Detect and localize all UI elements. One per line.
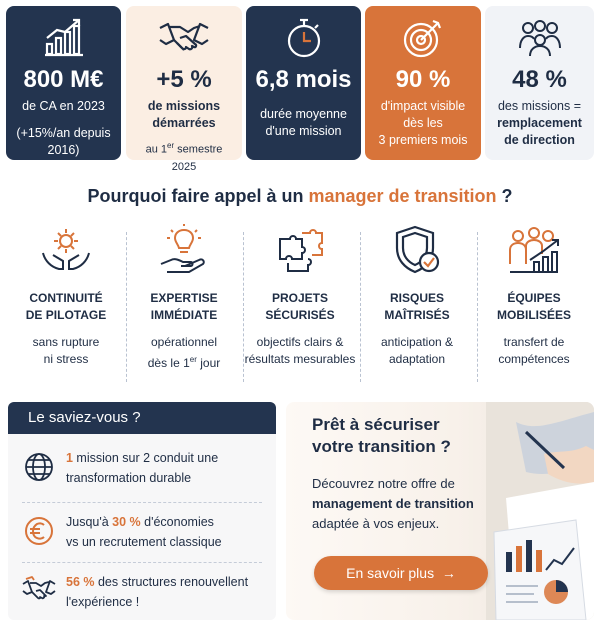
stat-card-revenue bbox=[6, 6, 121, 160]
arrow-right-icon: → bbox=[441, 565, 456, 581]
stat-text bbox=[365, 98, 481, 149]
stat-card-duration bbox=[246, 6, 361, 160]
why-title bbox=[0, 186, 600, 207]
stat-line: 3 premiers mois bbox=[378, 133, 468, 147]
cta-text: Découvrez notre offre de management de transition adaptée à vos enjeux. bbox=[312, 476, 474, 531]
cta-panel bbox=[286, 402, 594, 620]
reason-title: RISQUES MAÎTRISÉS bbox=[384, 291, 450, 322]
stat-value: 90 % bbox=[395, 66, 451, 93]
stat-text bbox=[246, 106, 361, 140]
stat-line: de direction bbox=[504, 133, 575, 147]
euro-icon bbox=[22, 514, 56, 548]
divider bbox=[22, 562, 262, 563]
reason-title: EXPERTISE IMMÉDIATE bbox=[150, 291, 218, 322]
reason-text: anticipation & adaptation bbox=[380, 335, 454, 366]
reason-title: CONTINUITÉ DE PILOTAGE bbox=[25, 291, 107, 322]
title-accent: manager de transition bbox=[308, 186, 497, 206]
title-text: ? bbox=[496, 186, 513, 206]
divider bbox=[22, 502, 262, 503]
stat-text bbox=[126, 98, 242, 176]
stat-value: 800 M€ bbox=[23, 66, 104, 93]
stat-value: 6,8 mois bbox=[255, 66, 352, 93]
fact-text: 1 mission sur 2 conduit une transformation durable bbox=[66, 451, 219, 485]
stat-line: durée moyenne bbox=[260, 107, 347, 121]
fact-text: 56 % des structures renouvellent l'expérience ! bbox=[66, 575, 249, 609]
did-you-know-title: Le saviez-vous ? bbox=[8, 402, 276, 434]
bar-chart-icon bbox=[6, 16, 121, 60]
lightbulb-hand-icon bbox=[126, 222, 242, 278]
fact-item bbox=[16, 506, 268, 562]
stats-row bbox=[6, 6, 594, 173]
reason-teams bbox=[476, 222, 592, 382]
stat-card-missions bbox=[126, 6, 242, 173]
team-growth-icon bbox=[476, 222, 592, 278]
reason-risks bbox=[359, 222, 475, 382]
reason-text: opérationnel dès le 1er jour bbox=[147, 335, 221, 370]
reason-text: sans rupture ni stress bbox=[32, 335, 100, 366]
title-text: Pourquoi faire appel à un bbox=[87, 186, 309, 206]
stat-card-impact bbox=[365, 6, 481, 160]
reason-text: transfert de compétences bbox=[498, 335, 570, 366]
stat-line: d'impact visible bbox=[380, 99, 466, 113]
handshake-icon bbox=[126, 16, 242, 60]
fact-item bbox=[16, 442, 268, 498]
stat-line: remplacement bbox=[497, 116, 582, 130]
handshake-icon bbox=[22, 574, 56, 608]
stat-line: dès les bbox=[403, 116, 443, 130]
fact-item bbox=[16, 566, 268, 622]
learn-more-button[interactable] bbox=[314, 556, 488, 590]
puzzle-icon bbox=[242, 222, 358, 278]
reason-continuity bbox=[8, 222, 124, 382]
button-label: En savoir plus bbox=[346, 565, 435, 581]
stat-line: des missions = bbox=[497, 99, 582, 113]
team-icon bbox=[485, 16, 594, 60]
reasons-row bbox=[8, 222, 592, 382]
reason-title: PROJETS SÉCURISÉS bbox=[265, 291, 335, 322]
shield-check-icon bbox=[359, 222, 475, 278]
stat-text bbox=[485, 98, 594, 149]
stat-value: 48 % bbox=[512, 66, 567, 93]
stopwatch-icon bbox=[246, 16, 361, 60]
stat-line: de missions bbox=[147, 99, 221, 113]
reason-title: ÉQUIPES MOBILISÉES bbox=[496, 291, 571, 322]
stat-card-replacement bbox=[485, 6, 594, 160]
stat-line: démarrées bbox=[152, 116, 216, 130]
fact-text: Jusqu'à 30 % d'économies vs un recrutement classique bbox=[66, 515, 222, 549]
stat-line: (+15%/an depuis bbox=[16, 126, 111, 140]
stat-text bbox=[6, 98, 121, 159]
target-icon bbox=[365, 16, 481, 60]
stat-line: de CA en 2023 bbox=[22, 99, 105, 113]
did-you-know-panel bbox=[8, 402, 276, 620]
reason-text: objectifs clairs & résultats mesurables bbox=[244, 335, 356, 366]
cta-title: Prêt à sécuriser votre transition ? bbox=[312, 415, 451, 456]
stat-note: au 1er semestre 2025 bbox=[145, 141, 223, 173]
stat-line: d'une mission bbox=[265, 124, 342, 138]
reason-expertise bbox=[126, 222, 242, 382]
stat-line: 2016) bbox=[47, 143, 80, 157]
gear-hands-icon bbox=[8, 222, 124, 278]
reason-projects bbox=[242, 222, 358, 382]
globe-icon bbox=[22, 450, 56, 484]
stat-value: +5 % bbox=[156, 66, 212, 93]
